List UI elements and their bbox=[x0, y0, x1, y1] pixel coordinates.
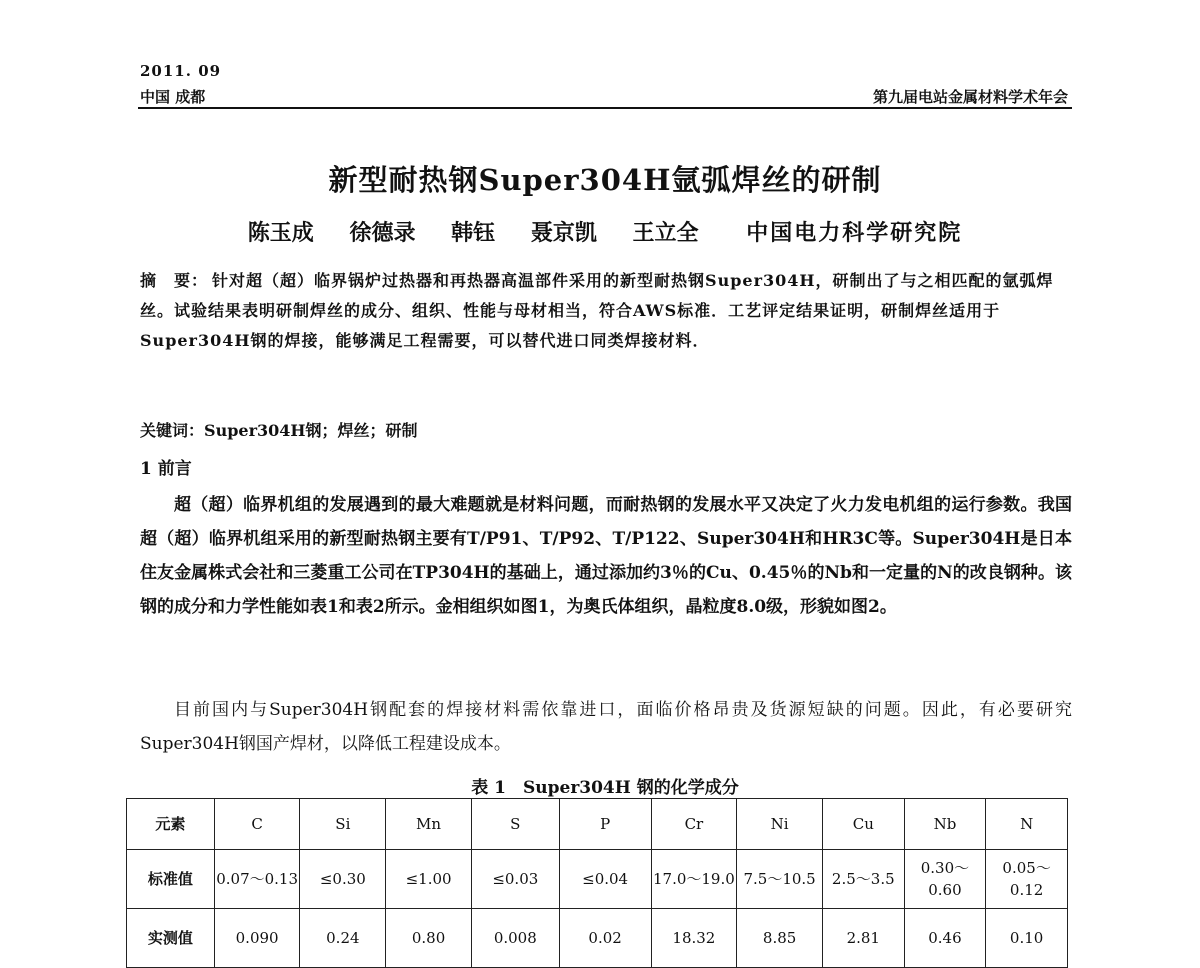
table-cell: 17.0～19.0 bbox=[651, 850, 737, 909]
table-row-label: 实测值 bbox=[127, 909, 215, 968]
table-header-cell: Si bbox=[300, 799, 386, 850]
table-cell: ≤0.30 bbox=[300, 850, 386, 909]
author-institution: 中国电力科学研究院 bbox=[746, 220, 963, 246]
table-header-cell: Cr bbox=[651, 799, 737, 850]
table-row-measured bbox=[127, 909, 1068, 968]
table-header-cell: Ni bbox=[737, 799, 823, 850]
table-cell: 7.5～10.5 bbox=[737, 850, 823, 909]
table-cell: 0.090 bbox=[214, 909, 300, 968]
header-date: 2011. 09 bbox=[140, 62, 222, 80]
table-cell: 0.008 bbox=[471, 909, 559, 968]
table-header-cell: Nb bbox=[904, 799, 986, 850]
table-cell: ≤1.00 bbox=[386, 850, 472, 909]
author-name: 聂京凯 bbox=[530, 220, 597, 246]
table-header-row bbox=[127, 799, 1068, 850]
table-row-standard bbox=[127, 850, 1068, 909]
table-header-cell: S bbox=[471, 799, 559, 850]
author-name: 徐德录 bbox=[349, 220, 416, 246]
paper-title: 新型耐热钢Super304H氩弧焊丝的研制 bbox=[328, 163, 882, 197]
body-paragraph: 超（超）临界机组的发展遇到的最大难题就是材料问题，而耐热钢的发展水平又决定了火力发电机组的运行参数。我国超（超）临界机组采用的新型耐热钢主要有T/P91、T/P92、T/P122、Super304H和HR3C等。Super304H是日本住友金属株式会社和三菱重工公司在TP304H的基础上，通过添加约3％的Cu、0.45％的Nb和一定量的N的改良钢种。该钢的成分和力学性能如表1和表2所示。金相组织如图1，为奥氏体组织，晶粒度8.0级，形貌如图2。 bbox=[140, 495, 1072, 617]
chemical-composition-table bbox=[126, 798, 1068, 968]
author-name: 陈玉成 bbox=[247, 220, 314, 246]
abstract-text: 针对超（超）临界锅炉过热器和再热器高温部件采用的新型耐热钢Super304H，研制出了与之相匹配的氩弧焊丝。试验结果表明研制焊丝的成分、组织、性能与母材相当，符合AWS标准．工艺评定结果证明，研制焊丝适用于Super304H钢的焊接，能够满足工程需要，可以替代进口同类焊接材料． bbox=[140, 271, 1054, 350]
table-header-cell: P bbox=[559, 799, 651, 850]
table-cell: 18.32 bbox=[651, 909, 737, 968]
table-cell: 0.07～0.13 bbox=[214, 850, 300, 909]
table-cell: 0.30～0.60 bbox=[904, 850, 986, 909]
table-cell: 0.10 bbox=[986, 909, 1068, 968]
table-cell: 0.24 bbox=[300, 909, 386, 968]
header-place: 中国 成都 bbox=[140, 88, 206, 106]
author-name: 王立全 bbox=[632, 220, 699, 246]
table-cell: ≤0.04 bbox=[559, 850, 651, 909]
table-cell: 2.81 bbox=[822, 909, 904, 968]
table-caption: 表 1 Super304H 钢的化学成分 bbox=[471, 778, 739, 798]
keywords-label: 关键词： bbox=[140, 421, 205, 440]
table-cell: 0.80 bbox=[386, 909, 472, 968]
author-name: 韩钰 bbox=[451, 220, 496, 246]
abstract-label: 摘 要： bbox=[140, 271, 209, 290]
header-conference: 第九届电站金属材料学术年会 bbox=[872, 88, 1068, 106]
table-cell: 0.46 bbox=[904, 909, 986, 968]
table-cell: 0.02 bbox=[559, 909, 651, 968]
table-header-cell: Cu bbox=[822, 799, 904, 850]
table-header-cell: C bbox=[214, 799, 300, 850]
table-cell: 2.5～3.5 bbox=[822, 850, 904, 909]
section-title: 1 前言 bbox=[140, 459, 192, 479]
abstract bbox=[140, 266, 1070, 356]
header-rule bbox=[138, 107, 1072, 109]
keywords-text: Super304H钢；焊丝；研制 bbox=[204, 421, 418, 440]
table-cell: 8.85 bbox=[737, 909, 823, 968]
table-cell: ≤0.03 bbox=[471, 850, 559, 909]
table-header-cell: 元素 bbox=[127, 799, 215, 850]
table-header-cell: Mn bbox=[386, 799, 472, 850]
table-cell: 0.05～0.12 bbox=[986, 850, 1068, 909]
keywords bbox=[140, 418, 418, 441]
table-row-label: 标准值 bbox=[127, 850, 215, 909]
body-paragraph: 目前国内与Super304H钢配套的焊接材料需依靠进口，面临价格昂贵及货源短缺的问题。因此，有必要研究Super304H钢国产焊材，以降低工程建设成本。 bbox=[140, 700, 1072, 754]
table-header-cell: N bbox=[986, 799, 1068, 850]
author-line bbox=[138, 216, 1072, 247]
